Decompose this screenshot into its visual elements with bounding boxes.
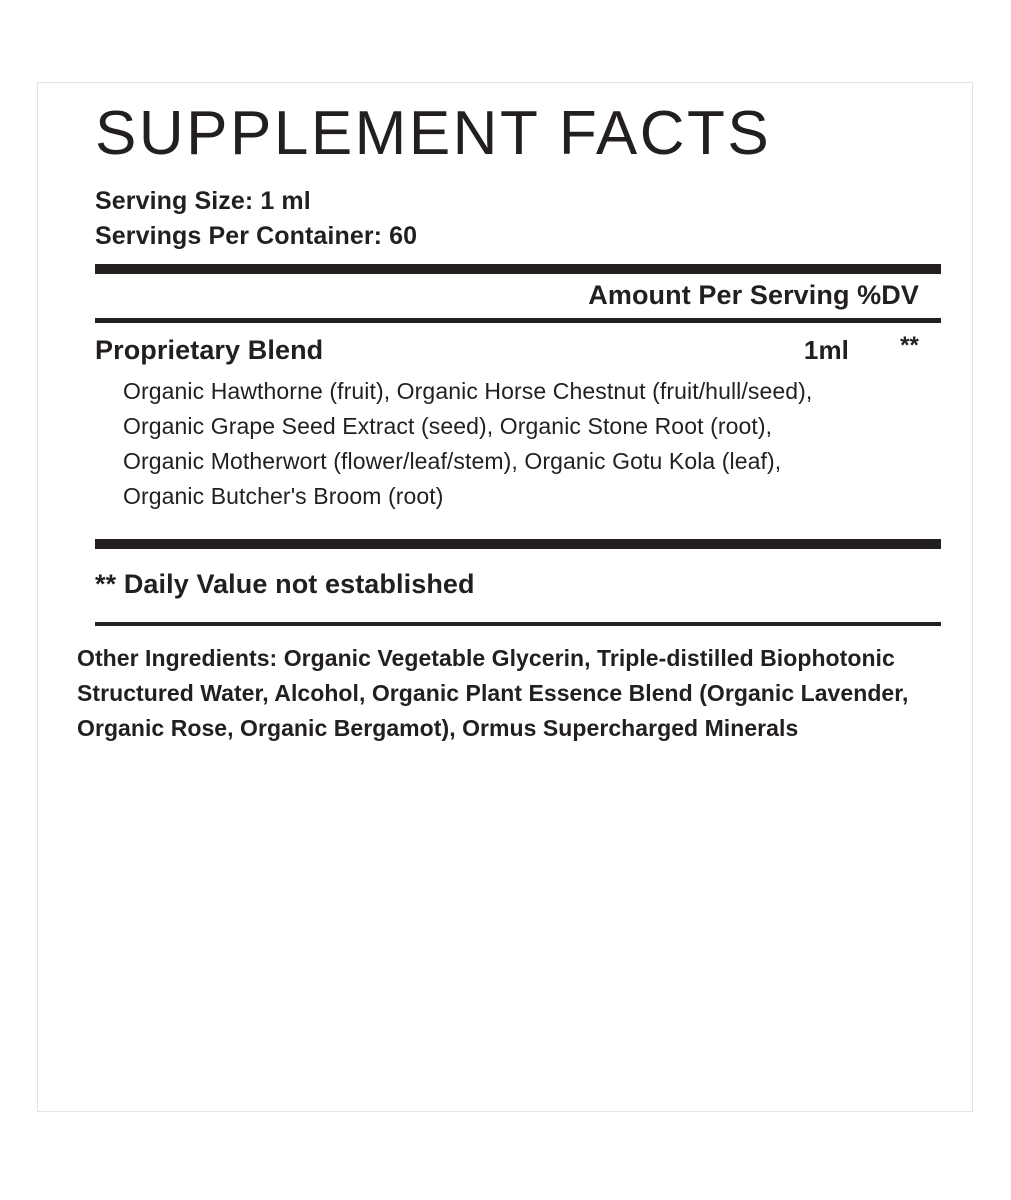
proprietary-blend-name: Proprietary Blend [95, 335, 324, 366]
blend-ingredient-list: Organic Hawthorne (fruit), Organic Horse Chestnut (fruit/hull/seed), Organic Grape Seed Extract (seed), Organic Stone Root (root), Organic Motherwort (flower/leaf/stem), Organic Gotu Kola (leaf), Organic Butcher's Broom (root) [123, 378, 813, 509]
daily-value-note: ** Daily Value not established [95, 568, 475, 599]
supplement-facts-panel [37, 82, 973, 1112]
supplement-facts-content [77, 99, 919, 746]
proprietary-blend-amount: 1ml [803, 335, 849, 366]
serving-size-line: Serving Size: 1 ml [95, 187, 311, 216]
divider-thick-middle [95, 539, 941, 549]
servings-per-container-line: Servings Per Container: 60 [95, 221, 418, 250]
divider-thick-top [95, 264, 941, 274]
other-ingredients-text: Other Ingredients: Organic Vegetable Glycerin, Triple-distilled Biophotonic Structured Water, Alcohol, Organic Plant Essence Blend (Organic Lavender, Organic Rose, Organic Bergamot), Ormus Supercharged Minerals [77, 644, 909, 741]
proprietary-blend-row [95, 323, 919, 372]
page-title: SUPPLEMENT FACTS [95, 99, 772, 168]
amount-per-serving-header: Amount Per Serving %DV [588, 280, 919, 311]
proprietary-blend-dv: ** [900, 332, 919, 360]
amount-per-serving-header-row [95, 274, 919, 318]
